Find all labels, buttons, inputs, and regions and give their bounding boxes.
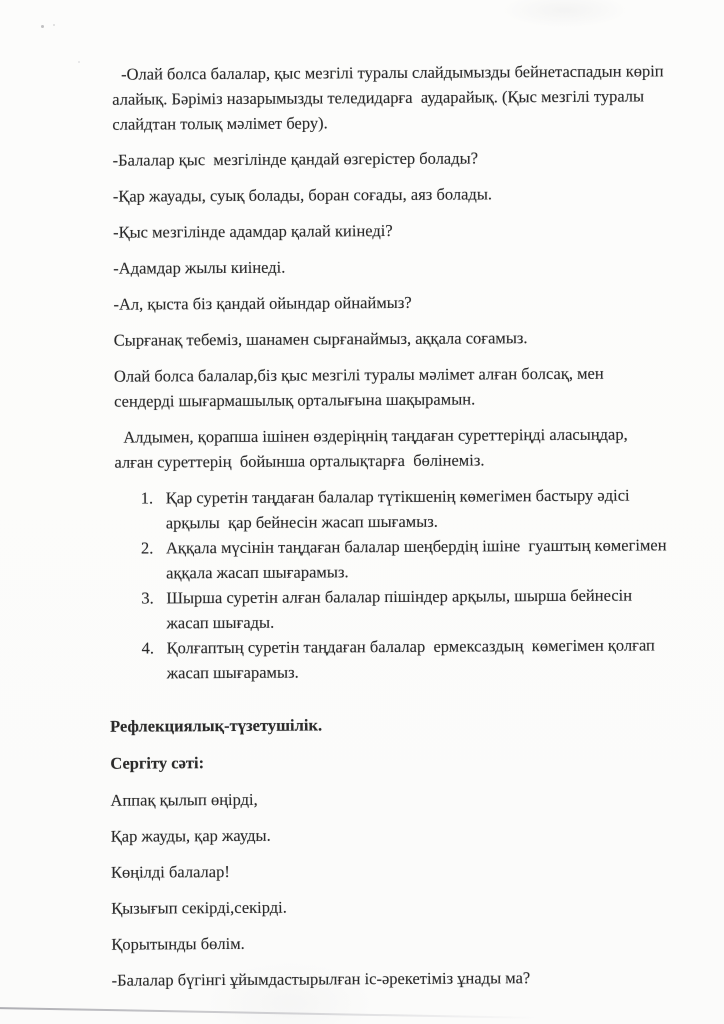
paragraph-question-clothing: -Қыс мезгілінде адамдар қалай киінеді?: [112, 220, 393, 242]
list-item-number: 2.: [140, 538, 154, 558]
list-item-text: Шырша суретін алған балалар пішіндер арқылы, шырша бейнесін жасап шығады.: [166, 585, 637, 633]
verse-line: Көңілді балалар!: [110, 861, 230, 882]
final-question-line: -Балалар бүгінгі ұйымдастырылған іс-әрекетіміз ұнады ма?: [111, 968, 531, 990]
verse-line: Қар жауды, қар жауды.: [110, 825, 271, 846]
paragraph-question-games: -Ал, қыста біз қандай ойындар ойнаймыз?: [113, 292, 412, 314]
paragraph-creative-center: Олай болса балалар,біз қыс мезгілі туралы мәлімет алған болсақ, мен сендерді шығармашылық орталығына шақырамын.: [113, 363, 608, 411]
list-item: [142, 632, 669, 685]
verse-line: Аппақ қылып өңірді,: [110, 789, 258, 810]
list-item-number: 4.: [141, 638, 155, 658]
scan-speck: [41, 25, 44, 28]
paragraph-answer-snow: -Қар жауады, суық болады, боран соғады, аяз болады.: [112, 184, 493, 206]
conclusion-section-line: Қорытынды бөлім.: [111, 933, 245, 954]
paragraph-answer-clothing: -Адамдар жылы киінеді.: [113, 257, 286, 278]
paragraph-answer-games: Сырғанақ тебеміз, шанамен сырғанаймыз, аққала соғамыз.: [113, 328, 528, 350]
paragraph-slide-intro: -Олай болса балалар, қыс мезгілі туралы слайдымызды бейнетаспадын көріп алайық. Бәріміз назарымызды теледидарға аударайық. (Қыс мезгілі туралы слайдтан толық мәлімет беру).: [112, 61, 668, 134]
verse-line: Қызығып секірді,секірді.: [111, 897, 287, 918]
subsection-heading-warmup: Сергіту сәті:: [110, 753, 205, 773]
paragraph-picture-selection: Алдымен, қорапша ішінен өздеріңнің таңдаған суреттеріңді аласыңдар, алған суреттерің бойынша орталықтарға бөлінеміз.: [114, 424, 632, 472]
list-item: [141, 582, 668, 635]
list-item-number: 3.: [141, 588, 154, 608]
scan-speck: [78, 61, 80, 63]
scan-page-edge: [0, 1007, 536, 1018]
list-item: [140, 532, 671, 585]
list-item: [141, 482, 668, 535]
document-content: [112, 58, 671, 1003]
list-item-text: Қолғаптың суретін таңдаған балалар ермексаздың көмегімен қолғап жасап шығарамыз.: [166, 635, 660, 683]
numbered-list: [115, 482, 669, 685]
list-item-number: 1.: [140, 488, 154, 508]
section-heading-reflection: Рефлекциялық-түзетушілік.: [110, 715, 323, 736]
scan-speck: [53, 24, 55, 26]
list-item-text: Аққала мүсінін таңдаған балалар шеңбердің ішіне гуаштың көмегімен аққала жасап шығарамыз.: [165, 535, 671, 583]
paragraph-question-changes: -Балалар қыс мезгілінде қандай өзгерістер болады?: [112, 148, 479, 170]
list-item-text: Қар суретін таңдаған балалар түтікшенің көмегімен бастыру әдісі арқылы қар бейнесін жасап шығамыз.: [165, 485, 634, 533]
